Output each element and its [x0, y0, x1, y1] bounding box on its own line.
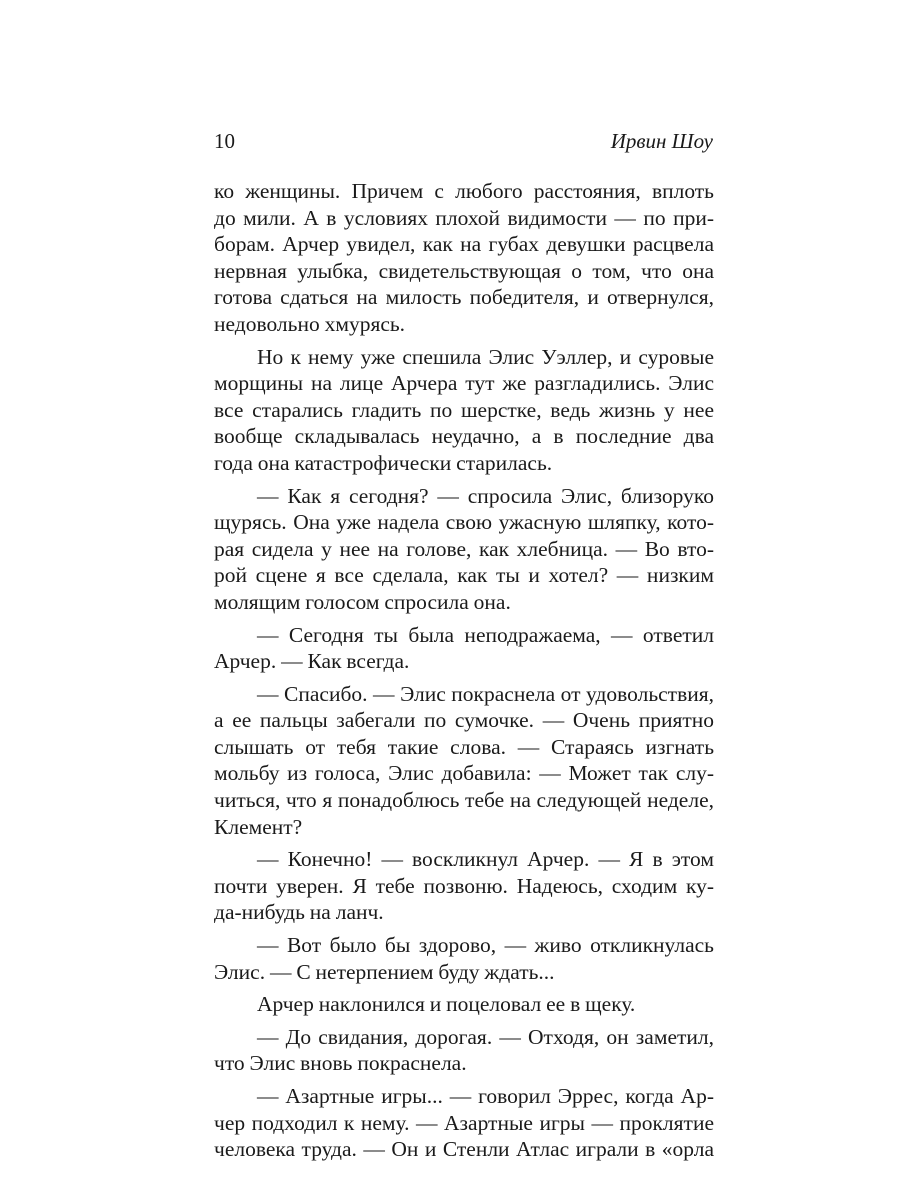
text-line: борам. Арчер увидел, как на губах девушки расцвела [214, 232, 714, 257]
text-line: Элис. — С нетерпением буду ждать... [214, 959, 555, 984]
text-line: слышать от тебя такие слова. — Стараясь изгнать [214, 734, 714, 759]
paragraph [214, 846, 714, 926]
text-line: щурясь. Она уже надела свою ужасную шляпку, кото- [214, 510, 714, 535]
text-line: Клемент? [214, 814, 303, 839]
text-line: вообще складывалась неудачно, а в последние два [214, 424, 714, 449]
text-line: все старались гладить по шерстке, ведь жизнь у нее [214, 397, 714, 422]
text-line: — Как я сегодня? — спросила Элис, близоруко [257, 483, 714, 508]
paragraph [214, 483, 714, 616]
paragraph [214, 681, 714, 841]
running-head [214, 127, 713, 155]
text-line: — Спасибо. — Элис покраснела от удовольствия, [257, 681, 714, 706]
text-line: что Элис вновь покраснела. [214, 1051, 467, 1076]
text-line: — Конечно! — воскликнул Арчер. — Я в этом [257, 847, 714, 872]
text-line: мольбу из голоса, Элис добавила: — Может так слу- [214, 761, 714, 786]
text-line: почти уверен. Я тебе позвоню. Надеюсь, сходим ку- [214, 873, 714, 898]
text-line: рой сцене я все сделала, как ты и хотел? — низким [214, 563, 714, 588]
text-line: морщины на лице Арчера тут же разгладились. Элис [214, 371, 714, 396]
text-line: человека труда. — Он и Стенли Атлас играли в «орла [214, 1137, 714, 1162]
text-line: недовольно хмурясь. [214, 311, 406, 336]
paragraph [214, 178, 714, 338]
paragraph [214, 932, 714, 985]
paragraph [214, 622, 714, 675]
text-line: а ее пальцы забегали по сумочке. — Очень приятно [214, 708, 714, 733]
page-number: 10 [214, 129, 235, 153]
text-line: — Сегодня ты была неподражаема, — ответил [257, 622, 714, 647]
text-line: до мили. А в условиях плохой видимости — по при- [214, 205, 714, 230]
text-line: — Вот было бы здорово, — живо откликнулась [257, 933, 714, 958]
paragraph [214, 1024, 714, 1077]
text-line: рая сидела у нее на голове, как хлебница. — Во вто- [214, 536, 714, 561]
text-line: да-нибудь на ланч. [214, 900, 384, 925]
text-line: Арчер. — Как всегда. [214, 649, 410, 674]
paragraph [214, 344, 714, 477]
text-line: ко женщины. Причем с любого расстояния, вплоть [214, 179, 714, 203]
paragraph [214, 991, 714, 1018]
text-line: года она катастрофически старилась. [214, 450, 553, 475]
paragraph [214, 1083, 714, 1163]
body-text [214, 178, 714, 1163]
running-title: Ирвин Шоу [610, 129, 713, 153]
text-line: читься, что я понадоблюсь тебе на следующей неделе, [214, 788, 714, 813]
text-line: молящим голосом спросила она. [214, 589, 511, 614]
text-line: — Азартные игры... — говорил Эррес, когда Ар- [257, 1084, 714, 1108]
text-line: Но к нему уже спешила Элис Уэллер, и суровые [257, 344, 714, 369]
text-line: Арчер наклонился и поцеловал ее в щеку. [257, 992, 636, 1017]
text-line: чер подходил к нему. — Азартные игры — проклятие [214, 1110, 714, 1135]
text-line: — До свидания, дорогая. — Отходя, он заметил, [257, 1024, 714, 1049]
text-line: готова сдаться на милость победителя, и отвернулся, [214, 285, 714, 310]
text-line: нервная улыбка, свидетельствующая о том, что она [214, 258, 714, 283]
